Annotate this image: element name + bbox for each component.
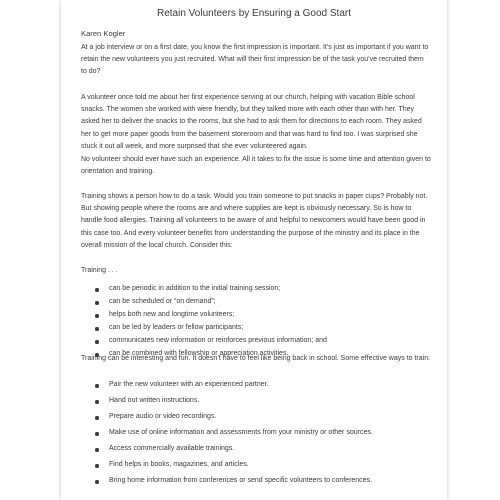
list-item xyxy=(61,311,447,323)
list-item xyxy=(61,413,447,425)
list-item-text: Bring home information from conferences or send specific volunteers to conferences. xyxy=(109,477,373,484)
list-item-text: Hand out written instructions. xyxy=(109,397,200,404)
list-item-text: can be led by leaders or fellow participants; xyxy=(109,324,244,331)
list-item-text: Access commercially available trainings. xyxy=(109,445,235,452)
bullet-icon xyxy=(95,327,99,331)
list-item-text: can be combined with fellowship or appreciation activities. xyxy=(109,350,289,357)
bullet-icon xyxy=(95,416,99,420)
training-lead: Training . . . xyxy=(81,267,118,274)
list-item-text: communicates new information or reinforces previous information; and xyxy=(109,337,327,344)
bullet-icon xyxy=(95,464,99,468)
list-item-text: Prepare audio or video recordings. xyxy=(109,413,217,420)
paragraph-training xyxy=(81,191,431,252)
bullet-icon xyxy=(95,301,99,305)
bullet-icon xyxy=(95,400,99,404)
author-name: Karen Kogler xyxy=(81,29,126,38)
list-item xyxy=(61,461,447,473)
training-text-end: volunteers to be aware of and helpful to newcomers would have been good in this case too. And every volunteer benefits from understanding the purpose of the ministry and its place in the overall mission of the local church. Consider this: xyxy=(81,217,426,249)
list-item-text: Find helps in books, magazines, and articles. xyxy=(109,461,249,468)
list-item xyxy=(61,337,447,349)
list-item xyxy=(61,429,447,441)
bullet-icon xyxy=(95,314,99,318)
bullet-icon xyxy=(95,384,99,388)
training-text-start: Training shows a person how to do a task. Would you train someone to put snacks in paper cups? Probably not. But showing people where the rooms are and where supplies are kept is obviously necessary. So is how to handle food allergies. Training xyxy=(81,193,428,225)
paragraph-story: A volunteer once told me about her first experience serving at our church, helping with vacation Bible school snacks. The women she worked with were friendly, but they talked more with each other than with her. They asked her to deliver the snacks to the rooms, but she had to ask them for directions to each room. They asked her to get more paper goods from the basement storeroom and that was hard to find too. I was surprised she stuck it out all week, and more surprised that she ever volunteered again. xyxy=(81,94,422,150)
bullet-icon xyxy=(95,288,99,292)
list-item-text: helps both new and longtime volunteers; xyxy=(109,311,235,318)
paragraph-intro: At a job interview or on a first date, you know the first impression is important. It’s just as important if you want to retain the new volunteers you just recruited. What will their first impression be of the task you’ve recruited them to do? xyxy=(81,44,429,76)
list-item xyxy=(61,381,447,393)
list-item xyxy=(61,397,447,409)
training-emphasis: all xyxy=(176,217,184,225)
list-item xyxy=(61,324,447,336)
page-title: Retain Volunteers by Ensuring a Good Start xyxy=(156,8,351,19)
bullet-icon xyxy=(95,340,99,344)
bullet-icon xyxy=(95,448,99,452)
list-item-text: Pair the new volunteer with an experienced partner. xyxy=(109,381,269,388)
list-item xyxy=(61,285,447,297)
bullet-icon xyxy=(95,480,99,484)
paragraph-fix: No volunteer should ever have such an experience. All it takes to fix the issue is some time and attention given to orientation and training. xyxy=(81,156,431,176)
list-item-text: can be scheduled or “on demand”; xyxy=(109,298,216,305)
list-item-text: can be periodic in addition to the initial training session; xyxy=(109,285,281,292)
document-page xyxy=(61,0,447,500)
list-item xyxy=(61,298,447,310)
paragraph-fun: Training can be interesting and fun. It doesn’t have to feel like being back in school. Some effective ways to train: xyxy=(81,355,431,362)
list-item xyxy=(61,477,447,489)
bullet-icon xyxy=(95,432,99,436)
list-item-text: Make use of online information and assessments from your ministry or other sources. xyxy=(109,429,373,436)
list-item xyxy=(61,445,447,457)
